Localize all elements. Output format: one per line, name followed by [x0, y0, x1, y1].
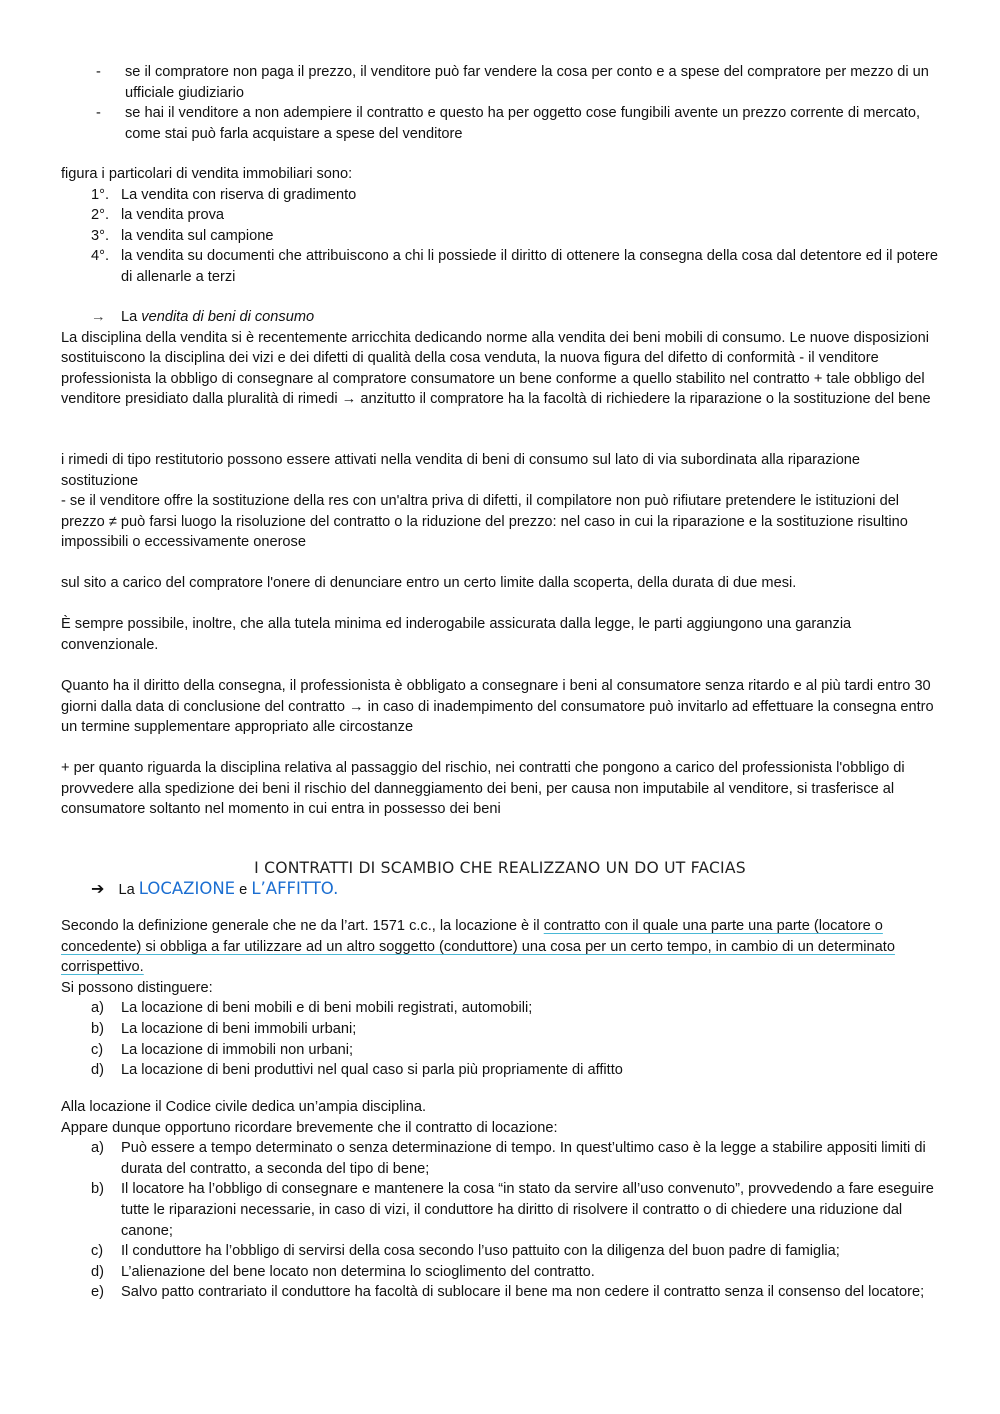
list-item	[61, 1138, 941, 1179]
list-item	[61, 1241, 941, 1262]
list-marker: d)	[91, 1263, 104, 1280]
list-marker: 2°.	[91, 207, 110, 224]
subheading-la: La	[118, 882, 135, 898]
list-item-text: la vendita prova	[121, 207, 225, 224]
list-item-text: La locazione di immobili non urbani;	[121, 1041, 354, 1058]
subheading-locazione: LOCAZIONE	[138, 879, 236, 898]
list-item-text: Il conduttore ha l’obbligo di servirsi della cosa secondo l’uso pattuito con la diligenza del buon padre di famiglia;	[121, 1243, 840, 1260]
list-item-text: La locazione di beni produttivi nel qual caso si parla più propriamente di affitto	[121, 1062, 623, 1079]
list-marker: d)	[91, 1062, 104, 1079]
list-item	[61, 185, 941, 206]
list-item-text: la vendita su documenti che attribuiscono a chi li possiede il diritto di ottenere la consegna della cosa dal detentore ed il potere di allenarle a terzi	[121, 248, 938, 285]
subheading-e: e	[239, 882, 248, 898]
consumer-sale-section	[61, 307, 941, 410]
list-item-text: La locazione di beni mobili e di beni mobili registrati, automobili;	[121, 1000, 533, 1017]
heading-italic: vendita di beni di consumo	[141, 309, 315, 325]
list-item-text: La locazione di beni immobili urbani;	[121, 1020, 357, 1037]
arrow-icon: ➔	[91, 881, 105, 898]
paragraph: - se il venditore offre la sostituzione della res con un'altra priva di difetti, il compilatore non può rifiutare pretendere le istituzioni del prezzo ≠ può farsi luogo la risoluzione del contratto o la riduzione del prezzo: nel caso in cui la riparazione e la sostituzione risultino impossibili o eccessivamente onerose	[61, 493, 908, 551]
list-marker: 4°.	[91, 248, 110, 265]
paragraph: + per quanto riguarda la disciplina relativa al passaggio del rischio, nei contratti che pongono a carico del professionista l'obbligo di provvedere alla spedizione dei beni il rischio del danneggiamento dei beni, per causa non imputabile al venditore, si trasferisce al consumatore soltanto nel momento in cui entra in possesso dei beni	[61, 760, 905, 818]
list-marker: -	[96, 105, 101, 122]
paragraph: Alla locazione il Codice civile dedica un’ampia disciplina.	[61, 1099, 427, 1115]
discipline-section	[61, 1097, 941, 1303]
definition-underlined: contratto con il quale una parte una parte (locatore o concedente) si obbliga a far utilizzare ad un altro soggetto (conduttore) una cosa per un certo tempo, in cambio di un determinato corrispettivo.	[61, 918, 895, 976]
list-item-text: Il locatore ha l’obbligo di consegnare e mantenere la cosa “in stato da servire all’uso convenuto”, provvedendo a fare eseguire tutte le riparazioni necessarie, in caso di vizi, il conduttore ha diritto di risolvere il contratto o di chiedere una riduzione dal canone;	[121, 1181, 934, 1239]
list-item-text: la vendita sul campione	[121, 227, 274, 244]
heading-prefix: La	[121, 309, 142, 325]
consumer-sale-heading	[61, 307, 941, 328]
list-item-text: Salvo patto contrariato il conduttore ha facoltà di sublocare il bene ma non cedere il contratto senza il consenso del locatore;	[121, 1284, 925, 1301]
definition-intro: Secondo la definizione generale che ne da l’art. 1571 c.c., la locazione è il	[61, 918, 544, 934]
list-marker: b)	[91, 1020, 104, 1037]
list-item	[61, 1179, 941, 1241]
definition-paragraph	[61, 916, 941, 978]
list-item-text: se il compratore non paga il prezzo, il venditore può far vendere la cosa per conto e a spese del compratore per mezzo di un ufficiale giudiziario	[125, 64, 929, 101]
remedies-list	[61, 62, 941, 144]
restitution-section	[61, 450, 941, 553]
list-item	[61, 1060, 941, 1081]
list-item-text: L’alienazione del bene locato non determina lo scioglimento del contratto.	[121, 1263, 595, 1280]
list-marker: b)	[91, 1181, 104, 1198]
list-item	[61, 103, 941, 144]
list-marker: 3°.	[91, 227, 110, 244]
distinguish-intro: Si possono distinguere:	[61, 979, 213, 996]
list-item-text: La vendita con riserva di gradimento	[121, 186, 357, 203]
list-item-text: Può essere a tempo determinato o senza determinazione di tempo. In quest’ultimo caso è la legge a stabilire appositi limiti di durata del contratto, a seconda del tipo di bene;	[121, 1140, 926, 1177]
subheading-affitto: L’AFFITTO.	[251, 879, 339, 898]
list-item	[61, 1040, 941, 1061]
sale-types-intro: figura i particolari di vendita immobiliari sono:	[61, 166, 353, 182]
list-marker: a)	[91, 1140, 104, 1157]
list-item	[61, 1019, 941, 1040]
definition-section	[61, 916, 941, 1081]
list-item	[61, 998, 941, 1019]
list-item	[61, 226, 941, 247]
section-subheading	[91, 879, 338, 901]
list-marker: c)	[91, 1243, 104, 1260]
list-item	[61, 1282, 941, 1303]
arrow-icon: →	[91, 309, 106, 325]
paragraph: Appare dunque opportuno ricordare brevemente che il contratto di locazione:	[61, 1119, 558, 1136]
paragraph: È sempre possibile, inoltre, che alla tutela minima ed inderogabile assicurata dalla legge, le parti aggiungono una garanzia convenzionale.	[61, 616, 852, 653]
list-item	[61, 1262, 941, 1283]
list-marker: e)	[91, 1284, 104, 1301]
paragraph: i rimedi di tipo restitutorio possono essere attivati nella vendita di beni di consumo sul lato di via subordinata alla riparazione sostituzione	[61, 452, 861, 489]
list-item	[61, 62, 941, 103]
paragraph: La disciplina della vendita si è recentemente arricchita dedicando norme alla vendita dei beni mobili di consumo. Le nuove disposizioni sostituiscono la disciplina dei vizi e dei difetti di qualità della cosa venduta, la nuova figura del difetto di conformità - il venditore professionista la obbligo di consegnare al compratore consumatore un bene conforme a quello stabilito nel contratto + tale obbligo del venditore presidiato dalla pluralità di rimedi → anzitutto il compratore ha la facoltà di richiedere la riparazione o la sostituzione del bene	[61, 329, 931, 408]
list-item	[61, 205, 941, 226]
list-marker: 1°.	[91, 186, 110, 203]
paragraph: Quanto ha il diritto della consegna, il professionista è obbligato a consegnare i beni al consumatore senza ritardo e al più tardi entro 30 giorni dalla data di conclusione del contratto → in caso di inadempimento del consumatore può invitarlo ad effettuare la consegna entro un termine supplementare appropriato alle circostanze	[61, 678, 934, 736]
paragraph: sul sito a carico del compratore l'onere di denunciare entro un certo limite dalla scoperta, della durata di due mesi.	[61, 575, 797, 591]
list-item	[61, 246, 941, 287]
list-marker: c)	[91, 1041, 104, 1058]
sale-types-section	[61, 164, 941, 288]
section-heading: I CONTRATTI DI SCAMBIO CHE REALIZZANO UN DO UT FACIAS	[254, 859, 746, 877]
list-item-text: se hai il venditore a non adempiere il contratto e questo ha per oggetto cose fungibili avente un prezzo corrente di mercato, come stai può farla acquistare a spese del venditore	[125, 105, 921, 142]
list-marker: -	[96, 64, 101, 80]
list-marker: a)	[91, 1000, 104, 1017]
